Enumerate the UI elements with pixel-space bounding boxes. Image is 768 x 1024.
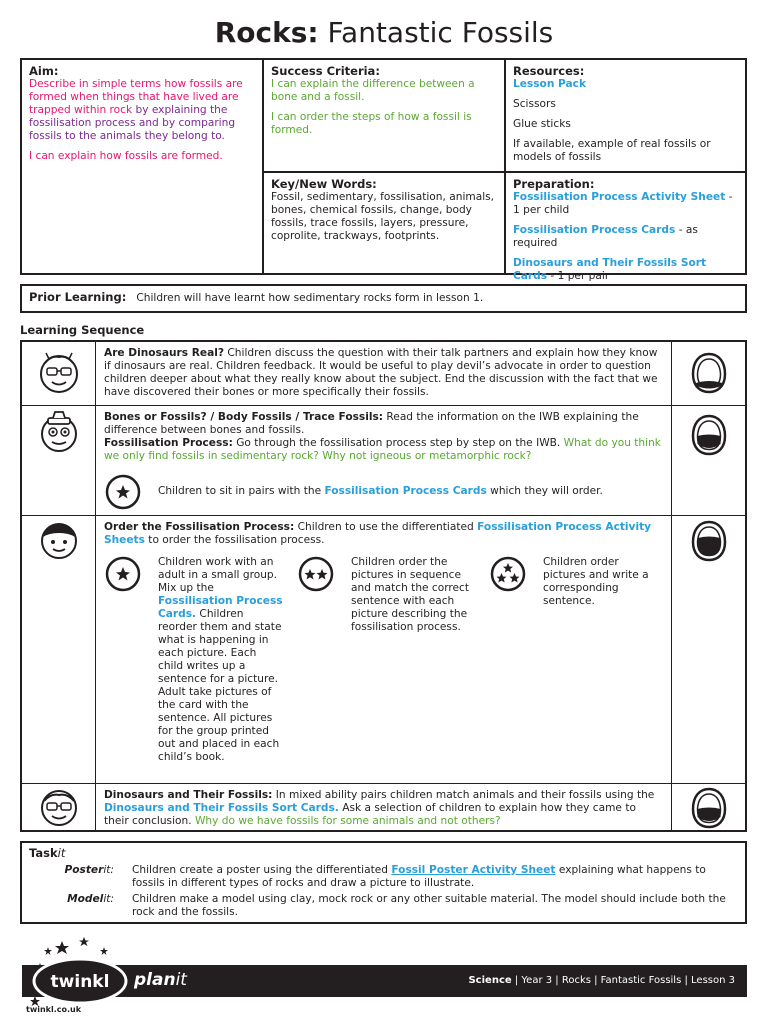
keywords-text: Fossil, sedimentary, fossilisation, animals, bones, chemical fossils, change, body fossils, trace fossils, layers, pressure, coprolite, trackways, footprints.	[271, 191, 495, 242]
difficulty-hot-icon	[691, 520, 727, 562]
prior-text: Children will have learnt how sedimentary rocks form in lesson 1.	[136, 292, 484, 304]
resource-item-1: Scissors	[513, 98, 556, 110]
aim-text-pink: Describe in simple terms how fossils are formed when things that have lived are trapped within rock	[29, 78, 243, 116]
modelit-text: Children make a model using clay, mock rock or any other suitable material. The model should include both the rock and the fossils.	[132, 893, 726, 918]
aim-heading: Aim:	[29, 64, 59, 78]
preparation-heading: Preparation:	[513, 177, 595, 191]
row-4-link[interactable]: Dinosaurs and Their Fossils Sort Cards.	[104, 802, 339, 814]
resource-item-2: Glue sticks	[513, 118, 571, 130]
success-cell	[264, 60, 504, 141]
group-2-text: Children order the pictures in sequence and match the correct sentence with each picture describing the fossilisation process.	[351, 556, 470, 633]
page-title	[0, 16, 768, 50]
modelit-label: Model	[67, 893, 104, 905]
resource-item-3: If available, example of real fossils or models of fossils	[513, 138, 711, 163]
preparation-cell	[506, 173, 746, 287]
aim-i-can: I can explain how fossils are formed.	[29, 150, 223, 162]
footer-subject: Science	[468, 975, 512, 986]
row-4-pre: In mixed ability pairs children match animals and their fossils using the	[272, 789, 655, 801]
row-3-pre: Children to use the differentiated	[294, 521, 478, 533]
row-3-bold: Order the Fossilisation Process:	[104, 521, 295, 533]
taskit-box	[20, 841, 747, 924]
row-2-pairs-link[interactable]: Fossilisation Process Cards	[324, 485, 487, 497]
row-2-pairs	[158, 485, 603, 498]
prior-label: Prior Learning:	[29, 290, 127, 304]
title-rest: Fantastic Fossils	[318, 16, 554, 49]
prep-link-1[interactable]: Fossilisation Process Activity Sheet	[513, 191, 726, 203]
talk-partners-icon	[39, 788, 79, 828]
talk-partners-icon	[39, 351, 79, 395]
group-1-pre: Children work with an adult in a small group. Mix up the	[158, 556, 277, 594]
row-2-body-2: Go through the fossilisation process step by step on the IWB.	[232, 437, 564, 449]
learning-sequence-heading: Learning Sequence	[20, 323, 145, 337]
group-1-text	[158, 556, 284, 764]
success-item-2: I can order the steps of how a fossil is formed.	[271, 111, 472, 136]
resources-cell	[506, 60, 746, 168]
posterit-post: explaining what happens to fossils in different types of rocks and draw a picture to illustrate.	[132, 864, 706, 889]
row-4-bold: Dinosaurs and Their Fossils:	[104, 789, 273, 801]
sequence-row-2	[22, 406, 745, 516]
taskit-label: Task	[29, 846, 58, 860]
success-heading: Success Criteria:	[271, 64, 380, 78]
group-3-text: Children order pictures and write a corresponding sentence.	[543, 556, 649, 607]
row-2-text	[104, 411, 663, 463]
row-2-bold-1: Bones or Fossils? / Body Fossils / Trace Fossils:	[104, 411, 384, 423]
investigator-icon	[39, 410, 79, 454]
three-star-icon	[490, 556, 526, 592]
row-3-text	[104, 521, 663, 547]
prep-rest-1: - 1 per child	[513, 191, 733, 216]
two-star-icon	[298, 556, 334, 592]
posterit-label-it: it:	[103, 864, 114, 876]
success-item-1: I can explain the difference between a bone and a fossil.	[271, 78, 475, 103]
lesson-overview-grid	[20, 58, 747, 282]
lesson-pack-link[interactable]: Lesson Pack	[513, 78, 587, 90]
difficulty-medium-icon	[691, 787, 727, 829]
posterit-label: Poster	[64, 864, 104, 876]
learning-sequence-table	[20, 340, 747, 832]
row-1-bold: Are Dinosaurs Real?	[104, 347, 225, 359]
aim-cell	[22, 60, 262, 167]
resources-heading: Resources:	[513, 64, 585, 78]
planit-plan: plan	[134, 970, 176, 990]
sequence-row-1	[22, 342, 745, 406]
row-1-body: Children discuss the question with their talk partners and explain how they know if dinosaurs are real. Children feedback. It would be useful to play devil’s advocate in order to question children deeper about what they really know about the subject. End the discussion with the fact that we have discovered their bones or more specifically their fossils.	[104, 347, 658, 398]
twinkl-url[interactable]: twinkl.co.uk	[26, 1005, 82, 1014]
group-1-link[interactable]: Fossilisation Process Cards.	[158, 595, 283, 620]
difficulty-medium-icon	[691, 414, 727, 456]
modelit-label-it: it:	[103, 893, 114, 905]
row-2-body-1: Read the information on the IWB explaining the difference between bones and fossils.	[104, 411, 639, 436]
sequence-row-4	[22, 784, 745, 832]
prior-learning-box	[20, 284, 747, 313]
row-4-question: Why do we have fossils for some animals and not others?	[194, 815, 501, 827]
prep-link-2[interactable]: Fossilisation Process Cards	[513, 224, 676, 236]
group-1-post: Children reorder them and state what is happening in each picture. Each child writes up a sentence for a picture. Adult take pictures of the card with the sentence. All pictures for the group printed out and placed in each child’s book.	[158, 608, 282, 763]
row-4-text	[104, 789, 663, 828]
row-2-bold-2: Fossilisation Process:	[104, 437, 233, 449]
taskit-heading	[29, 847, 738, 860]
footer-crumbs: | Year 3 | Rocks | Fantastic Fossils | Lesson 3	[511, 975, 735, 986]
sequence-row-3	[22, 516, 745, 784]
planit-it: it	[175, 970, 187, 990]
independent-icon	[39, 521, 79, 561]
row-2-pairs-post: which they will order.	[486, 485, 603, 497]
posterit-pre: Children create a poster using the differentiated	[132, 864, 392, 876]
difficulty-mild-icon	[691, 352, 727, 394]
prep-link-3[interactable]: Dinosaurs and Their Fossils Sort Cards	[513, 257, 707, 282]
one-star-icon	[105, 474, 141, 510]
twinkl-wordmark: twinkl	[50, 972, 110, 992]
row-2-question: What do you think we only find fossils in sedimentary rock? Why not igneous or metamorphic rock?	[104, 437, 661, 462]
one-star-icon	[105, 556, 141, 592]
prep-rest-3: - 1 per pair	[547, 270, 610, 282]
row-3-link[interactable]: Fossilisation Process Activity Sheets	[104, 521, 652, 546]
prep-rest-2: - as required	[513, 224, 698, 249]
keywords-cell	[264, 173, 504, 247]
row-2-pairs-pre: Children to sit in pairs with the	[158, 485, 325, 497]
row-4-post: Ask a selection of children to explain how they came to their conclusion.	[104, 802, 636, 827]
footer-breadcrumb	[468, 975, 735, 987]
aim-text-purple: by explaining the fossilisation process and by comparing fossils to the animals they belong to.	[29, 104, 236, 142]
title-bold: Rocks:	[214, 16, 319, 49]
planit-logo	[134, 969, 187, 991]
row-1-text	[104, 347, 663, 399]
row-3-post: to order the fossilisation process.	[144, 534, 325, 546]
taskit-label-it: it	[57, 846, 66, 860]
keywords-heading: Key/New Words:	[271, 177, 377, 191]
fossil-poster-link[interactable]: Fossil Poster Activity Sheet	[391, 864, 556, 876]
